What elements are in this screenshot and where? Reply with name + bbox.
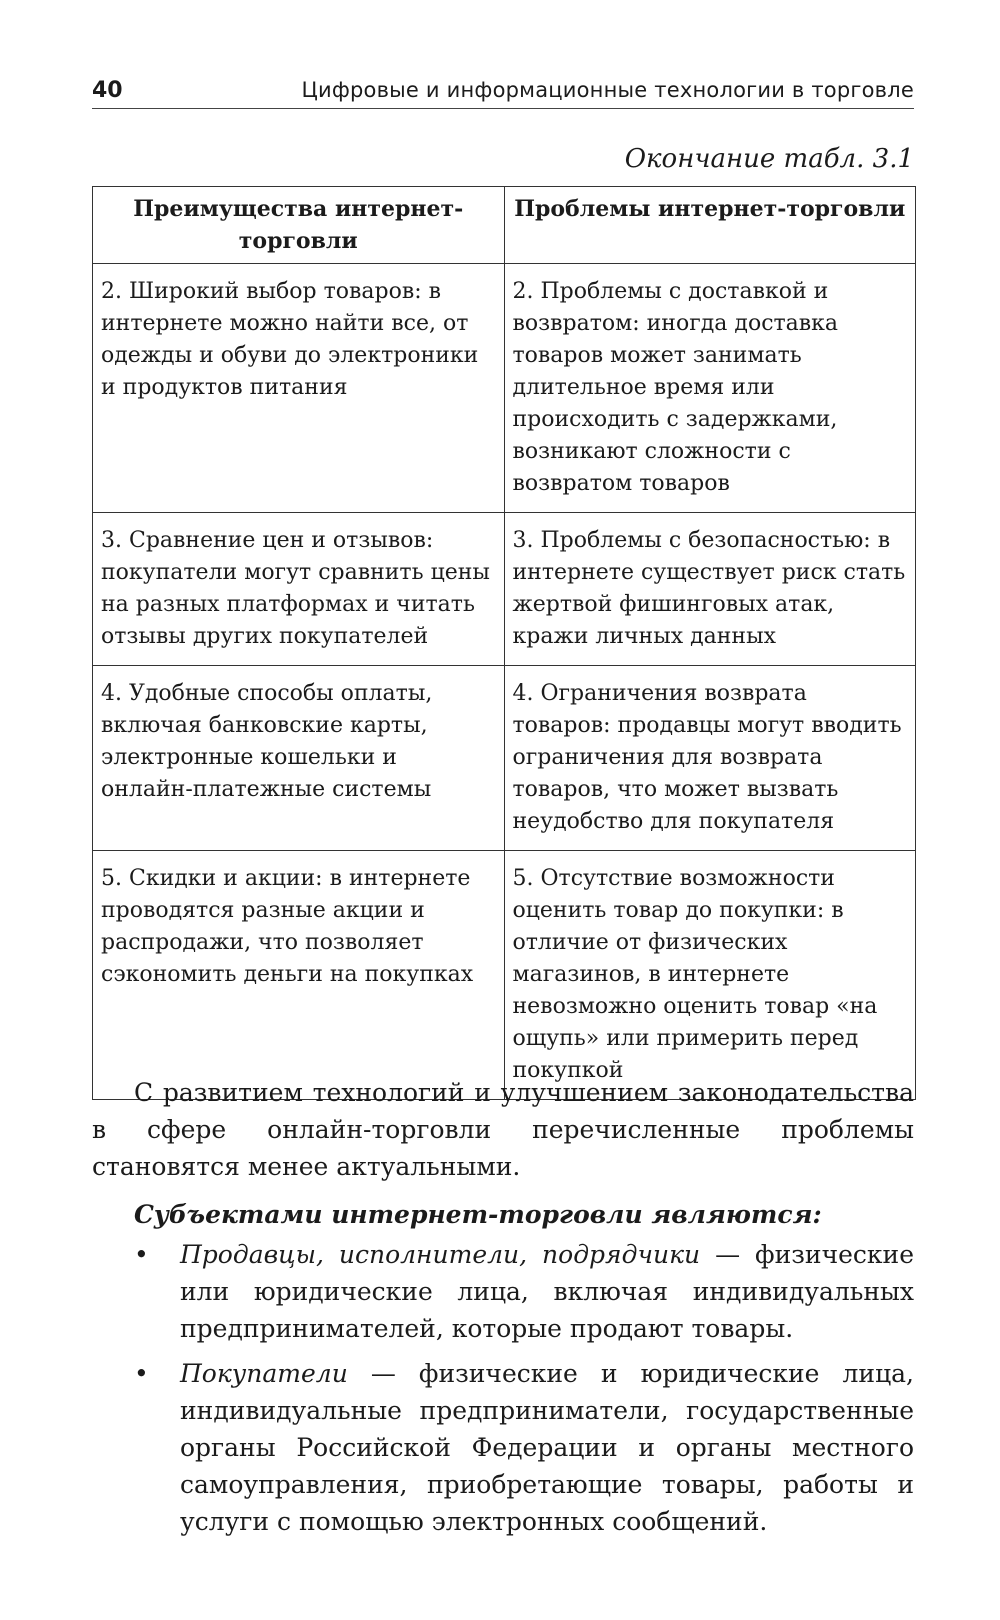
- problem-text: 4. Ограничения возврата товаров: продавцы могут вводить ограничения для возврата товаров, что может вызвать неудобство для покупателя: [512, 681, 902, 834]
- body-paragraph: С развитием технологий и улучшением законодательства в сфере онлайн-торговли перечисленные проблемы становятся менее актуальными.: [92, 1078, 914, 1181]
- table-header-row: [93, 187, 916, 264]
- table-row: [93, 851, 916, 1100]
- subject-term: Продавцы, исполнители, подрядчики: [180, 1240, 701, 1269]
- problem-cell: [504, 513, 916, 666]
- advantage-cell: [93, 666, 505, 851]
- table-caption: Окончание табл. 3.1: [624, 144, 914, 174]
- advantage-text: 2. Широкий выбор товаров: в интернете можно найти все, от одежды и обуви до электроники и продуктов питания: [101, 279, 479, 400]
- bullet-icon: •: [134, 1240, 149, 1269]
- problem-text: 5. Отсутствие возможности оценить товар до покупки: в отличие от физических магазинов, в интернете невозможно оценить товар «на ощупь» или примерить перед покупкой: [512, 866, 878, 1083]
- problem-text: 2. Проблемы с доставкой и возвратом: иногда доставка товаров может занимать длительное время или происходить с задержками, возникают сложности с возвратом товаров: [512, 279, 839, 496]
- problem-cell: [504, 264, 916, 513]
- advantage-text: 5. Скидки и акции: в интернете проводятся разные акции и распродажи, что позволяет сэкономить деньги на покупках: [101, 866, 474, 987]
- advantage-cell: [93, 851, 505, 1100]
- page-number: 40: [92, 78, 123, 103]
- problem-cell: [504, 666, 916, 851]
- problem-text: 3. Проблемы с безопасностью: в интернете существует риск стать жертвой фишинговых атак, кражи личных данных: [512, 528, 906, 649]
- subjects-heading: Субъектами интернет-торговли являются:: [134, 1200, 822, 1229]
- subjects-list: [92, 1236, 914, 1548]
- table-row: [93, 666, 916, 851]
- column-header-advantages: Преимущества интернет-торговли: [93, 187, 505, 264]
- column-header-problems: Проблемы интернет-торговли: [504, 187, 916, 264]
- bullet-icon: •: [134, 1359, 149, 1388]
- advantage-text: 3. Сравнение цен и отзывов: покупатели могут сравнить цены на разных платформах и читать отзывы других покупателей: [101, 528, 490, 649]
- list-item: [92, 1236, 914, 1347]
- table-row: [93, 264, 916, 513]
- advantage-cell: [93, 264, 505, 513]
- advantage-cell: [93, 513, 505, 666]
- comparison-table: [92, 186, 916, 1100]
- table-row: [93, 513, 916, 666]
- subject-definition: — физические и юридические лица, индивидуальные предприниматели, государственные органы Российской Федерации и органы местного самоуправления, приобретающие товары, работы и услуги с помощью электронных сообщений.: [180, 1359, 914, 1536]
- book-title: Цифровые и информационные технологии в торговле: [301, 78, 914, 102]
- subject-term: Покупатели: [180, 1359, 348, 1388]
- advantage-text: 4. Удобные способы оплаты, включая банковские карты, электронные кошельки и онлайн-платежные системы: [101, 681, 433, 802]
- subject-definition: — физические или юридические лица, включая индивидуальных предпринимателей, которые продают товары.: [180, 1240, 914, 1343]
- problem-cell: [504, 851, 916, 1100]
- running-header: [92, 72, 914, 109]
- list-item: [92, 1355, 914, 1540]
